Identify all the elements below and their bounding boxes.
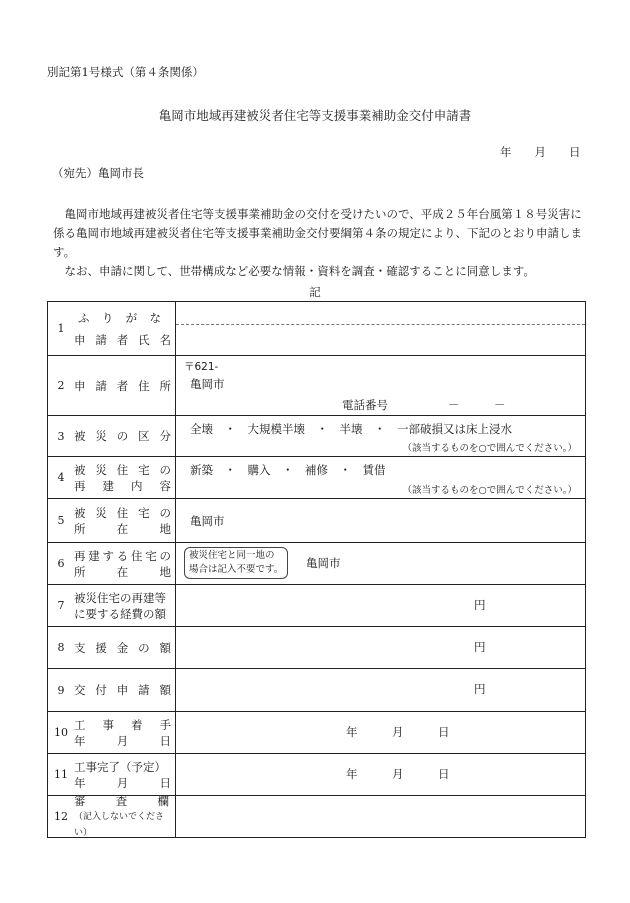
label-rebuild-location-2: 所 在 地 [74,564,171,579]
support-amount-field[interactable] [176,627,585,668]
table-row [48,584,585,626]
label-construction-completion-2: 年 月 日 [74,775,171,790]
row-number: 4 [57,471,65,484]
row-label [48,627,176,668]
label-damaged-location-1: 被 災 住 宅 の [74,505,171,520]
addressee: （宛先）亀岡市長 [52,166,144,180]
form-type-label: 別記第1号様式（第４条関係） [47,65,204,79]
yen-unit: 円 [474,682,486,696]
address-city: 亀岡市 [190,377,225,391]
furigana-divider [176,324,585,325]
label-rebuild-cost-1: 被災住宅の再建等 [74,590,166,605]
circle-instruction: （該当するものを○で囲んでください。） [402,443,577,454]
application-date: 年 月 日 [500,145,581,159]
do-not-fill-note: （記入しないでください） [74,811,165,838]
damaged-location-city: 亀岡市 [190,514,225,528]
damage-options-text[interactable]: 全壊 ・ 大規模半壊 ・ 半壊 ・ 一部破損又は床上浸水 [190,422,512,436]
table-row [48,626,585,668]
label-review: 審 査 欄 [74,793,169,808]
paragraph-application: 亀岡市地域再建被災者住宅等支援事業補助金の交付を受けたいので、平成２５年台風第１８号災害に係る亀岡市地域再建被災者住宅等支援事業補助金交付要綱第４条の規定により、下記のとおり申請します。 [53,207,582,259]
damaged-location-field[interactable] [176,499,585,542]
label-damage-category: 被 災 の 区 分 [74,429,171,443]
rebuild-options-text[interactable]: 新築 ・ 購入 ・ 補修 ・ 賃借 [190,463,386,477]
rebuild-location-field[interactable] [176,543,585,584]
row-number: 7 [57,599,65,612]
label-grant-request-amount: 交 付 申 請 額 [74,683,171,697]
paragraph-consent: なお、申請に関して、世帯構成など必要な情報・資料を調査・確認することに同意します。 [64,264,535,278]
grant-request-amount-field[interactable] [176,669,585,711]
table-row [48,456,585,498]
row-label [48,712,176,753]
row-label [48,356,176,415]
row-number: 3 [57,429,65,443]
table-row [48,498,585,542]
table-row [48,753,585,795]
row-number: 5 [57,514,65,527]
row-number: 6 [57,557,65,570]
ki-heading: 記 [309,285,321,299]
row-label [48,499,176,542]
table-row [48,542,585,584]
label-applicant-name: 申 請 者 氏 名 [74,332,171,347]
label-construction-start-1: 工 事 着 手 [74,717,171,732]
label-construction-start-2: 年 月 日 [74,733,171,748]
label-rebuild-content-2: 再 建 内 容 [74,478,171,493]
label-rebuild-location-1: 再 建 す る 住 宅 の [74,548,171,563]
table-row [48,355,585,415]
applicant-address-field[interactable] [176,356,585,415]
body-text [53,205,591,281]
rebuild-cost-field[interactable] [176,585,585,626]
date-placeholder: 年 月 日 [346,767,450,781]
phone-number-field[interactable]: － － [448,398,506,412]
row-number: 10 [54,726,68,739]
table-row [48,302,585,355]
construction-completion-date-field[interactable] [176,754,585,795]
yen-unit: 円 [474,598,486,612]
rebuild-content-options[interactable] [176,457,585,498]
row-number: 8 [57,641,65,654]
postal-code: 〒621- [184,361,219,373]
form-title: 亀岡市地域再建被災者住宅等支援事業補助金交付申請書 [158,108,472,123]
table-row [48,415,585,456]
row-label [48,793,176,838]
application-form-table [47,301,586,838]
row-label [48,543,176,584]
row-label [48,754,176,795]
row-number: 1 [57,322,65,335]
row-number: 9 [57,683,65,697]
phone-label: 電話番号 [342,398,388,412]
row-number: 11 [54,768,68,781]
label-rebuild-cost-2: に要する経費の額 [74,606,166,621]
label-applicant-address: 申 請 者 住 所 [74,378,171,393]
date-placeholder: 年 月 日 [346,725,450,739]
circle-instruction: （該当するものを○で囲んでください。） [402,485,577,496]
label-furigana: ふ り が な [78,310,161,325]
row-label [48,669,176,711]
row-label [48,585,176,626]
yen-unit: 円 [474,640,486,654]
label-rebuild-content-1: 被 災 住 宅 の [74,462,171,477]
row-label [48,416,176,456]
construction-start-date-field[interactable] [176,712,585,753]
row-number: 2 [57,379,65,392]
table-row [48,668,585,711]
table-row [48,711,585,753]
row-label [48,302,176,355]
label-construction-completion-1: 工事完了（予定） [74,759,166,774]
row-number: 12 [54,810,68,823]
row-label [48,457,176,498]
same-location-note: 被災住宅と同一地の 場合は記入不要です。 [184,547,288,579]
review-field [176,796,585,837]
applicant-name-field[interactable] [176,302,585,355]
table-row [48,795,585,837]
rebuild-location-city: 亀岡市 [306,556,341,570]
label-support-amount: 支 援 金 の 額 [74,640,171,655]
label-damaged-location-2: 所 在 地 [74,521,171,536]
damage-category-options[interactable] [176,416,585,456]
